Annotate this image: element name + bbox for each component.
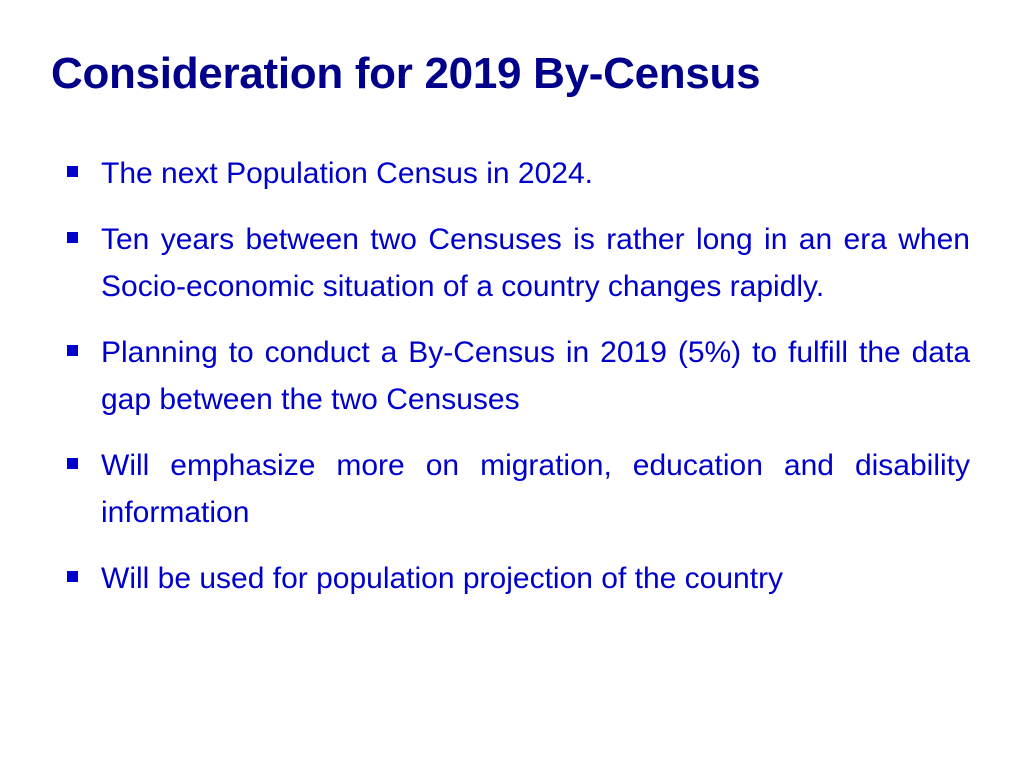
bullet-text: The next Population Census in 2024. — [101, 157, 593, 190]
square-bullet-icon — [67, 166, 78, 177]
bullet-item — [64, 216, 970, 310]
bullet-item — [64, 150, 970, 197]
square-bullet-icon — [67, 232, 78, 243]
square-bullet-icon — [67, 345, 78, 356]
bullet-item — [64, 329, 970, 423]
bullet-text: Will be used for population projection of the country — [101, 562, 784, 595]
bullet-text: Will emphasize more on migration, education and disability information — [101, 449, 970, 529]
bullet-text: Planning to conduct a By-Census in 2019 (5%) to fulfill the data gap between the two Censuses — [101, 336, 970, 416]
slide-title: Consideration for 2019 By-Census — [51, 49, 761, 98]
bullet-item — [64, 555, 970, 602]
bullet-list — [64, 150, 970, 621]
square-bullet-icon — [67, 458, 78, 469]
bullet-text: Ten years between two Censuses is rather long in an era when Socio-economic situation of a country changes rapidly. — [101, 223, 970, 303]
square-bullet-icon — [67, 571, 78, 582]
bullet-item — [64, 442, 970, 536]
